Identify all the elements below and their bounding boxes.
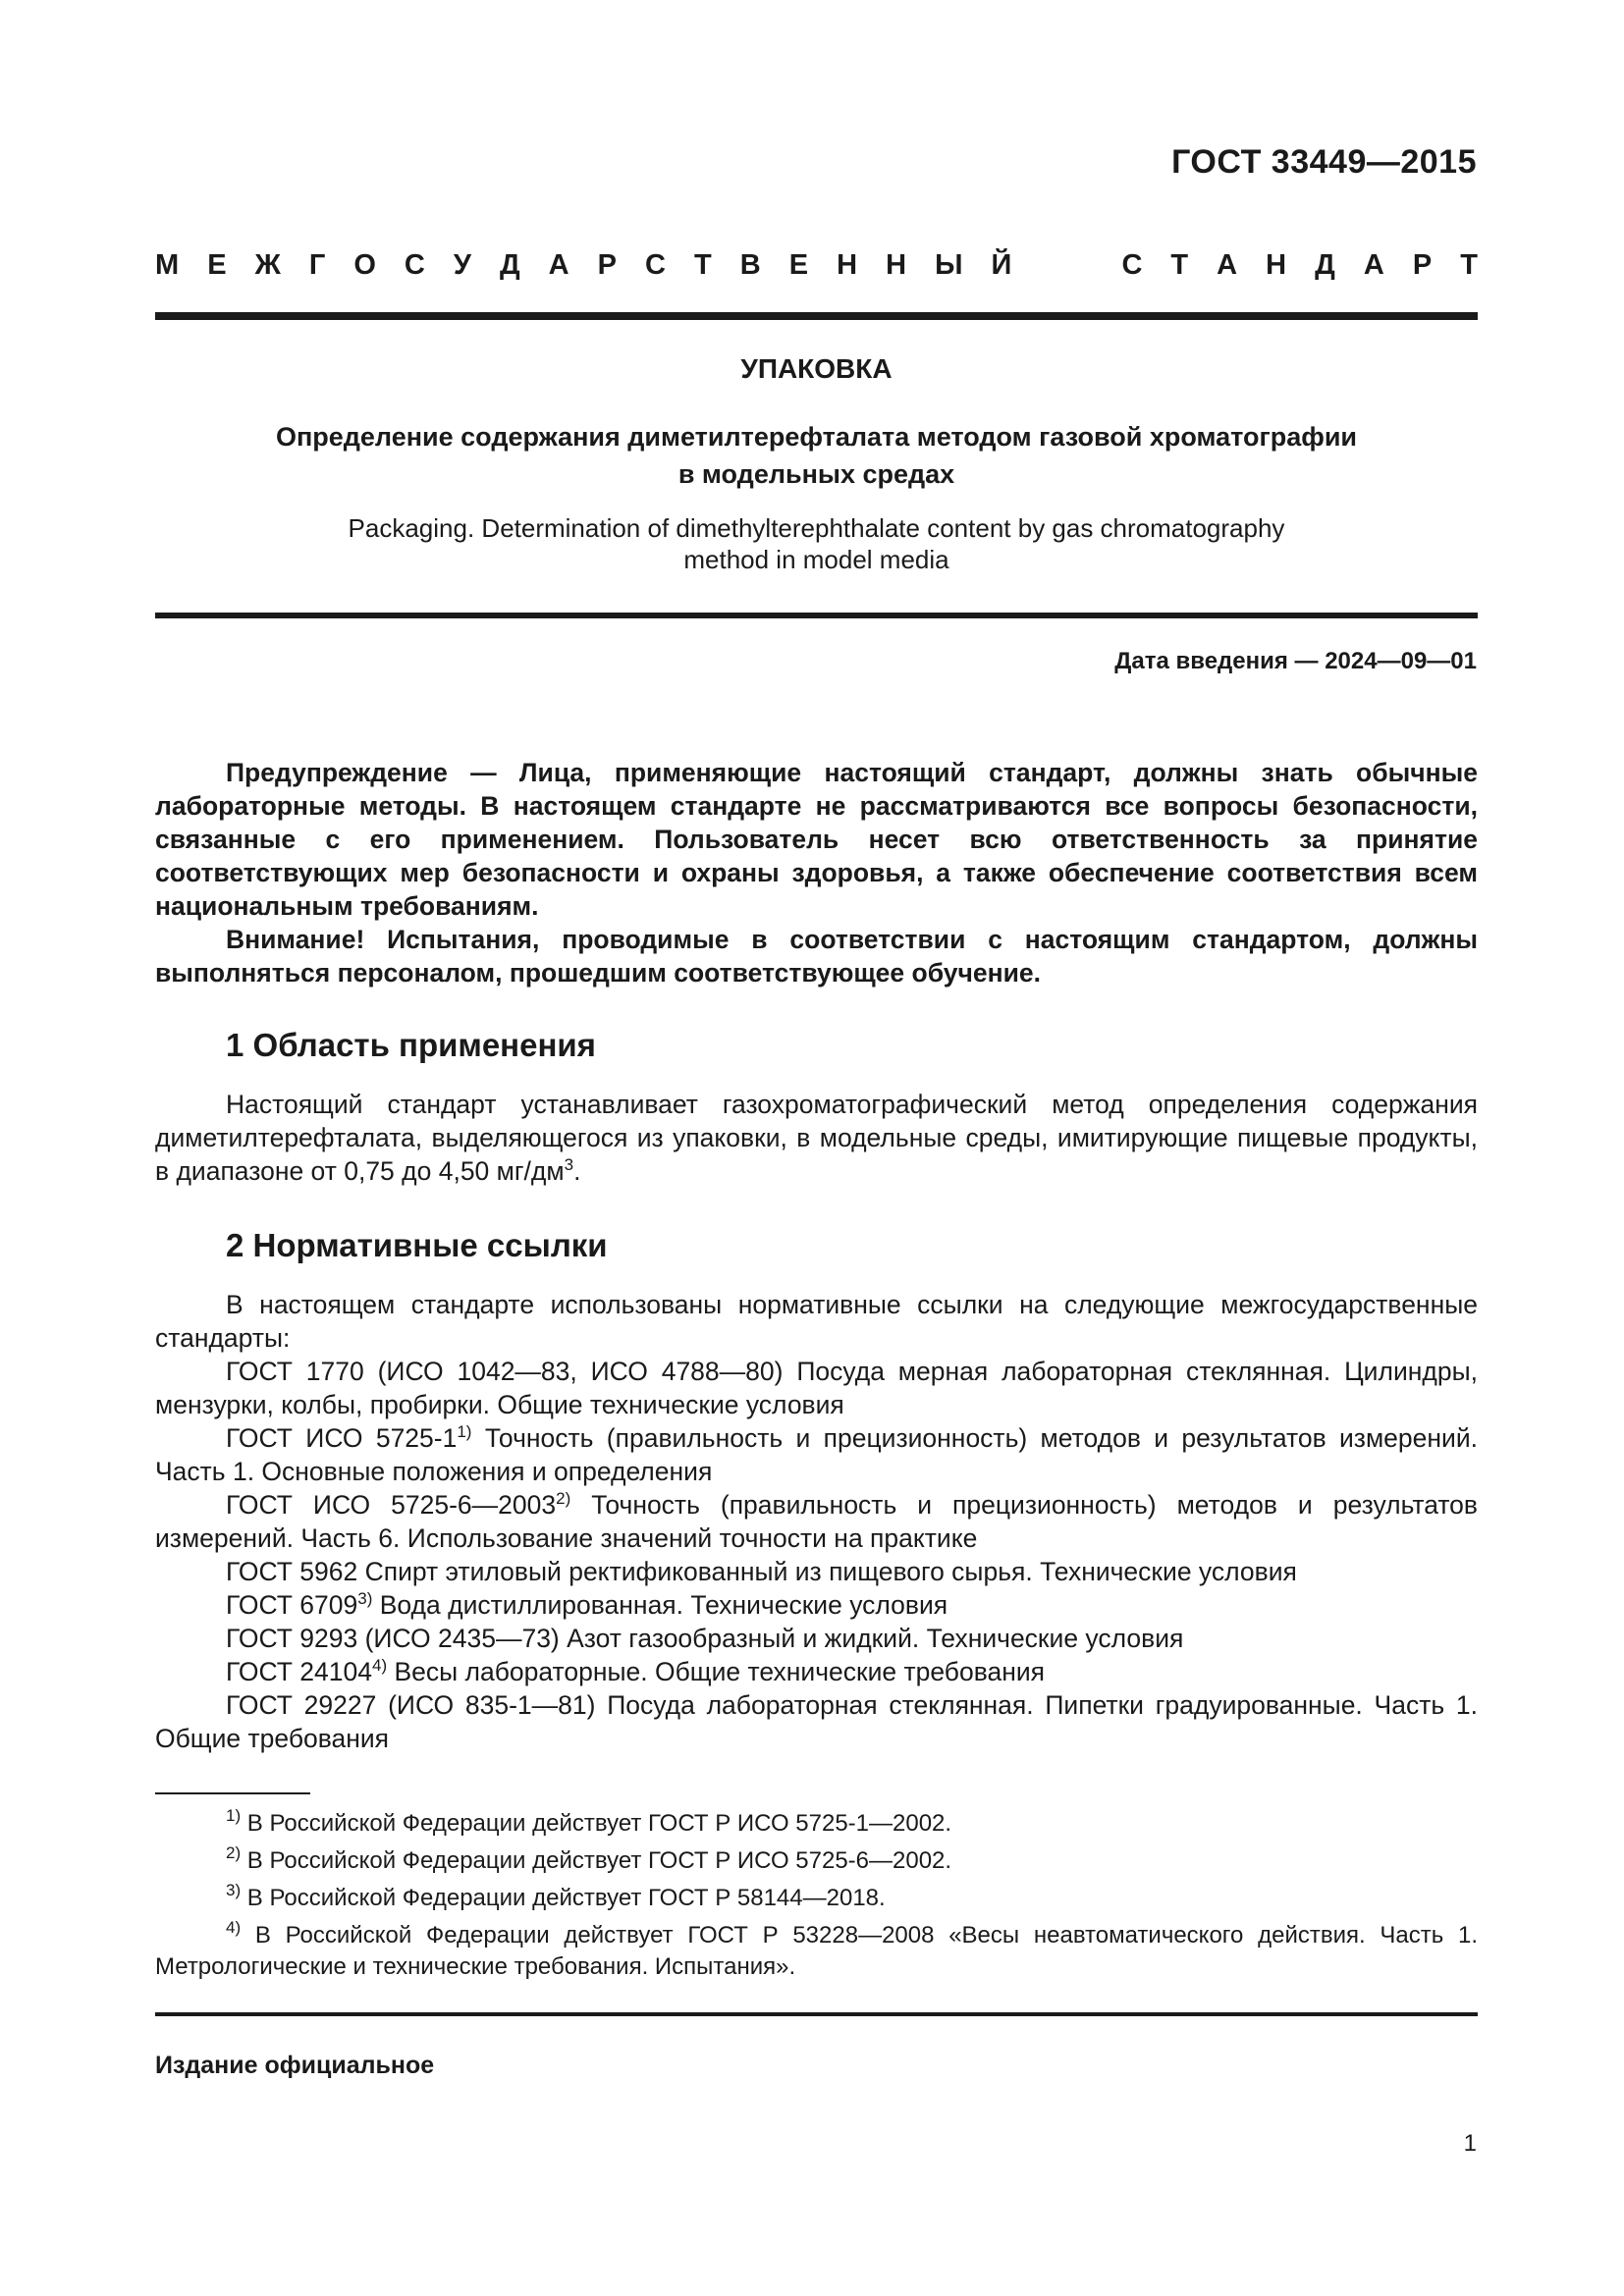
title-divider (155, 613, 1478, 618)
standard-code: ГОСТ 33449—2015 (1171, 143, 1477, 181)
english-subtitle-line1: Packaging. Determination of dimethylterephthalate content by gas chromatography (348, 513, 1285, 543)
footnote-marker: 3) (357, 1589, 373, 1608)
banner-letter: Т (1460, 249, 1478, 281)
reference-code: ГОСТ 29227 (ИСО 835-1—81) (226, 1690, 596, 1720)
english-subtitle (155, 512, 1478, 575)
reference-item (155, 1421, 1478, 1488)
scope-text: Настоящий стандарт устанавливает газохроматографический метод определения содержания диметилтерефталата, выделяющегося из упаковки, в модельные среды, имитирующие пищевые продукты, в диапазоне от 0,75 до 4,50 мг/дм (155, 1090, 1478, 1186)
warning-paragraph: Предупреждение — Лица, применяющие настоящий стандарт, должны знать обычные лабораторные методы. В настоящем стандарте не рассматриваются все вопросы безопасности, связанные с его применением. Пользователь несет всю ответственность за принятие соответствующих мер безопасности и охраны здоровья, а также обеспечение соответствия всем национальным требованиям. (155, 758, 1478, 921)
scope-superscript: 3 (564, 1155, 574, 1174)
standard-type-banner (155, 249, 1478, 282)
footnotes (155, 1808, 1478, 1989)
footnote-item (155, 1920, 1478, 1983)
section-1-heading: 1 Область применения (226, 1027, 596, 1063)
reference-code: ГОСТ 6709 (226, 1590, 358, 1620)
footnote-text: В Российской Федерации действует ГОСТ Р ИСО 5725-1—2002. (241, 1810, 952, 1837)
reference-item (155, 1555, 1478, 1588)
banner-letter: В (739, 249, 761, 281)
banner-letter: Н (1266, 249, 1287, 281)
footnote-item (155, 1808, 1478, 1840)
banner-letter: Ы (935, 249, 963, 281)
banner-letter: Е (788, 249, 809, 281)
reference-code: ГОСТ 5962 (226, 1557, 358, 1586)
footnote-item (155, 1883, 1478, 1914)
section-1-body (155, 1088, 1478, 1188)
document-title: УПАКОВКА (740, 353, 893, 384)
section-2-heading: 2 Нормативные ссылки (226, 1227, 608, 1263)
references-intro: В настоящем стандарте использованы нормативные ссылки на следующие межгосударственные стандарты: (155, 1290, 1478, 1353)
introduction-date: Дата введения — 2024—09—01 (1114, 648, 1477, 674)
russian-subtitle (155, 418, 1478, 493)
footnote-mark: 1) (226, 1806, 242, 1825)
references-list (155, 1355, 1478, 1755)
footnote-text: В Российской Федерации действует ГОСТ Р ИСО 5725-6—2002. (241, 1847, 952, 1874)
russian-subtitle-line2: в модельных средах (677, 459, 955, 489)
footnote-item (155, 1845, 1478, 1877)
banner-letter: Д (1315, 249, 1335, 281)
footer-divider (155, 2012, 1478, 2016)
reference-item (155, 1622, 1478, 1655)
reference-item (155, 1688, 1478, 1755)
english-subtitle-line2: method in model media (683, 545, 949, 574)
banner-letter: Е (207, 249, 227, 281)
reference-title: Посуда мерная лабораторная стеклянная. Цилиндры, мензурки, колбы, пробирки. Общие технические условия (155, 1357, 1478, 1419)
footnote-mark: 3) (226, 1881, 242, 1899)
reference-code: ГОСТ 1770 (ИСО 1042—83, ИСО 4788—80) (226, 1357, 784, 1386)
banner-letter: Й (991, 249, 1012, 281)
scope-text-end: . (573, 1156, 581, 1186)
banner-letter: Н (837, 249, 858, 281)
reference-title: Точность (правильность и прецизионность) методов и результатов измерений. Часть 6. Использование значений точности на практике (155, 1490, 1478, 1553)
page-number: 1 (1463, 2130, 1477, 2157)
banner-letter: Т (1170, 249, 1189, 281)
reference-item (155, 1655, 1478, 1688)
banner-letter: Н (886, 249, 907, 281)
banner-letter: Р (1412, 249, 1433, 281)
reference-code: ГОСТ 9293 (ИСО 2435—73) (226, 1624, 560, 1653)
banner-letter: Р (597, 249, 617, 281)
banner-word-gap (1040, 249, 1093, 282)
reference-title: Точность (правильность и прецизионность) методов и результатов измерений. Часть 1. Основные положения и определения (155, 1423, 1478, 1486)
footnote-marker: 2) (556, 1489, 571, 1508)
footnote-text: В Российской Федерации действует ГОСТ Р 53228—2008 «Весы неавтоматического действия. Часть 1. Метрологические и технические требования. Испытания». (155, 1922, 1478, 1980)
reference-code: ГОСТ ИСО 5725-6—2003 (226, 1490, 557, 1520)
footnote-mark: 4) (226, 1918, 242, 1937)
banner-letter: Т (694, 249, 712, 281)
footnote-marker: 4) (371, 1656, 388, 1675)
footnote-separator (155, 1792, 310, 1794)
russian-subtitle-line1: Определение содержания диметилтерефталата методом газовой хроматографии (275, 422, 1358, 452)
banner-letter: С (404, 249, 425, 281)
reference-item (155, 1588, 1478, 1622)
footnote-marker: 1) (457, 1422, 472, 1441)
banner-letter: Ж (254, 249, 281, 281)
footnote-text: В Российской Федерации действует ГОСТ Р 58144—2018. (241, 1885, 886, 1911)
banner-letter: С (645, 249, 666, 281)
reference-item (155, 1355, 1478, 1421)
reference-title: Азот газообразный и жидкий. Технические условия (559, 1624, 1184, 1653)
banner-letter: Г (308, 249, 326, 281)
header-divider (155, 312, 1478, 320)
reference-title: Посуда лабораторная стеклянная. Пипетки градуированные. Часть 1. Общие требования (155, 1690, 1478, 1753)
warning-block (155, 756, 1478, 989)
section-2-body (155, 1288, 1478, 1755)
banner-letter: О (353, 249, 376, 281)
official-edition-label: Издание официальное (155, 2052, 435, 2079)
footnote-mark: 2) (226, 1843, 242, 1862)
banner-letter: С (1121, 249, 1143, 281)
reference-title: Вода дистиллированная. Технические условия (372, 1590, 948, 1620)
reference-title: Весы лабораторные. Общие технические требования (387, 1657, 1046, 1686)
banner-letter: М (155, 249, 180, 281)
reference-item (155, 1488, 1478, 1555)
scope-paragraph (155, 1088, 1478, 1188)
banner-letter: У (453, 249, 471, 281)
banner-letter: А (1217, 249, 1238, 281)
reference-code: ГОСТ ИСО 5725-1 (226, 1423, 458, 1453)
banner-letter: А (548, 249, 569, 281)
reference-code: ГОСТ 24104 (226, 1657, 372, 1686)
banner-letter: Д (499, 249, 520, 281)
attention-paragraph: Внимание! Испытания, проводимые в соответствии с настоящим стандартом, должны выполняться персоналом, прошедшим соответствующее обучение. (155, 925, 1478, 988)
banner-letter: А (1363, 249, 1384, 281)
reference-title: Спирт этиловый ректификованный из пищевого сырья. Технические условия (357, 1557, 1297, 1586)
